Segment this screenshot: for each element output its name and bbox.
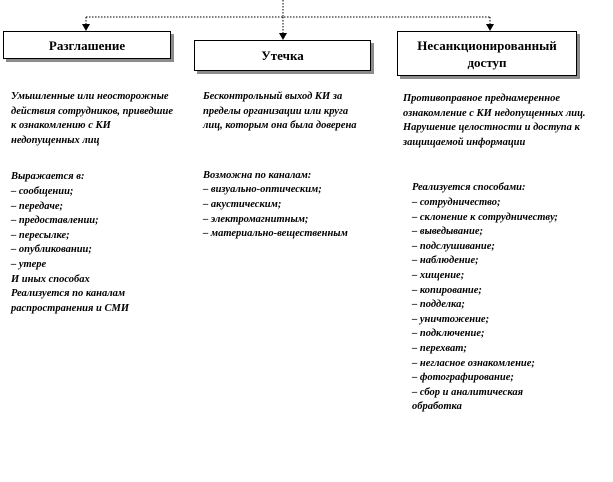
list-item: – наблюдение; [412,254,562,269]
unauthorized-access-title: Несанкционированный доступ [417,37,557,70]
list-item: – подслушивание; [412,240,562,255]
leakage-box [194,40,371,71]
list-item: – сообщении; [11,185,176,200]
leakage-title: Утечка [261,48,304,63]
list-item: – негласное ознакомление; [412,357,562,372]
disclosure-box [3,31,171,59]
list-item: – предоставлении; [11,214,176,229]
list-item: – уничтожение; [412,313,562,328]
disclosure-list-header: Выражается в: [11,171,85,183]
disclosure-title: Разглашение [48,37,126,53]
list-item: – копирование; [412,284,562,299]
list-item: – перехват; [412,342,562,357]
disclosure-other-methods: И иных способах [11,273,90,285]
list-item: – склонение к сотрудничеству; [412,211,562,226]
disclosure-column [11,90,176,316]
list-item: – пересылке; [11,229,176,244]
list-item: – фотографирование; [412,371,562,386]
list-item: – хищение; [412,269,562,284]
unauthorized-access-box [397,31,577,76]
list-item: – подделка; [412,298,562,313]
leakage-list [203,183,363,241]
unauthorized-access-list-header: Реализуется способами: [412,182,526,194]
list-item: – акустическим; [203,198,363,213]
leakage-list-header: Возможна по каналам: [203,169,312,181]
list-item: – сотрудничество; [412,196,562,211]
list-item: – утере [11,258,176,273]
leakage-column [203,90,363,242]
leakage-definition: Бесконтрольный выход КИ за пределы организации или круга лиц, которым она была доверена [203,91,357,132]
disclosure-list [11,185,176,273]
list-item: – материально-вещественным [203,227,363,242]
list-item: – выведывание; [412,225,562,240]
list-item: – электромагнитным; [203,213,363,228]
list-item: – опубликовании; [11,243,176,258]
list-item: – визуально-оптическим; [203,183,363,198]
unauthorized-access-definition: Противоправное преднамеренное ознакомление с КИ недопущенных лиц. Нарушение целостности и доступа к защищаемой информации [403,93,586,148]
list-item: – передаче; [11,200,176,215]
disclosure-definition: Умышленные или неосторожные действия сотрудников, приведшие к ознакомлению с КИ недопущенных лиц [11,91,173,146]
list-item: – подключение; [412,327,562,342]
unauthorized-access-list [412,196,562,415]
disclosure-channels-note: Реализуется по каналам распространения и СМИ [11,288,129,314]
list-item: – сбор и аналитическая обработка [412,386,562,415]
unauthorized-access-column [403,92,603,415]
